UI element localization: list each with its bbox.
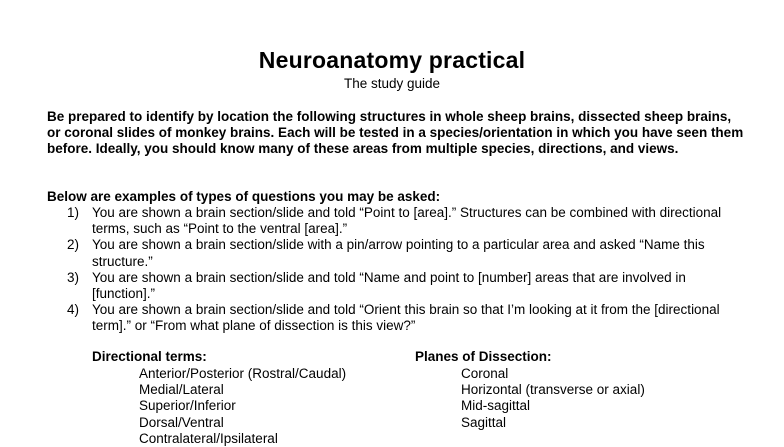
question-text: You are shown a brain section/slide and told “Name and point to [number] areas that are involved in [function].” bbox=[92, 269, 686, 302]
directional-term-item: Anterior/Posterior (Rostral/Caudal) bbox=[139, 366, 347, 381]
question-number: 4) bbox=[67, 302, 80, 318]
plane-item: Coronal bbox=[461, 366, 509, 381]
questions-heading: Below are examples of types of questions you may be asked: bbox=[47, 189, 441, 204]
question-number: 1) bbox=[67, 205, 80, 220]
plane-item: Sagittal bbox=[461, 414, 507, 430]
question-number: 3) bbox=[67, 269, 80, 285]
questions-list bbox=[47, 205, 747, 335]
directional-terms-list bbox=[139, 366, 346, 447]
question-item-1 bbox=[47, 205, 747, 237]
plane-item: Horizontal (transverse or axial) bbox=[461, 382, 645, 398]
directional-term-item: Dorsal/Ventral bbox=[139, 414, 224, 430]
planes-heading: Planes of Dissection: bbox=[415, 349, 552, 364]
question-text: You are shown a brain section/slide with a pin/arrow pointing to a particular area and asked “Name this structure.” bbox=[92, 237, 705, 269]
question-number: 2) bbox=[67, 237, 80, 253]
intro-paragraph: Be prepared to identify by location the following structures in whole sheep brains, dissected sheep brains, or coronal slides of monkey brains. Each will be tested in a species/orientation in which you have seen them before. Ideally, you should know many of these areas from multiple species, directions, and views. bbox=[47, 109, 744, 157]
directional-terms-heading: Directional terms: bbox=[92, 349, 207, 364]
planes-list bbox=[461, 366, 645, 431]
question-item-4 bbox=[47, 302, 747, 334]
directional-term-item: Medial/Lateral bbox=[139, 382, 224, 398]
question-item-2 bbox=[47, 237, 747, 269]
directional-term-item: Contralateral/Ipsilateral bbox=[139, 430, 278, 446]
document-title: Neuroanatomy practical bbox=[258, 47, 526, 73]
question-text: You are shown a brain section/slide and told “Orient this brain so that I’m looking at it from the [directional term].” or “From what plane of dissection is this view?” bbox=[92, 302, 720, 334]
document-subtitle: The study guide bbox=[343, 76, 441, 91]
plane-item: Mid-sagittal bbox=[461, 398, 531, 414]
directional-term-item: Superior/Inferior bbox=[139, 398, 236, 414]
question-item-3 bbox=[47, 270, 747, 302]
question-text: You are shown a brain section/slide and told “Point to [area].” Structures can be combined with directional terms, such as “Point to the ventral [area].” bbox=[92, 205, 722, 237]
